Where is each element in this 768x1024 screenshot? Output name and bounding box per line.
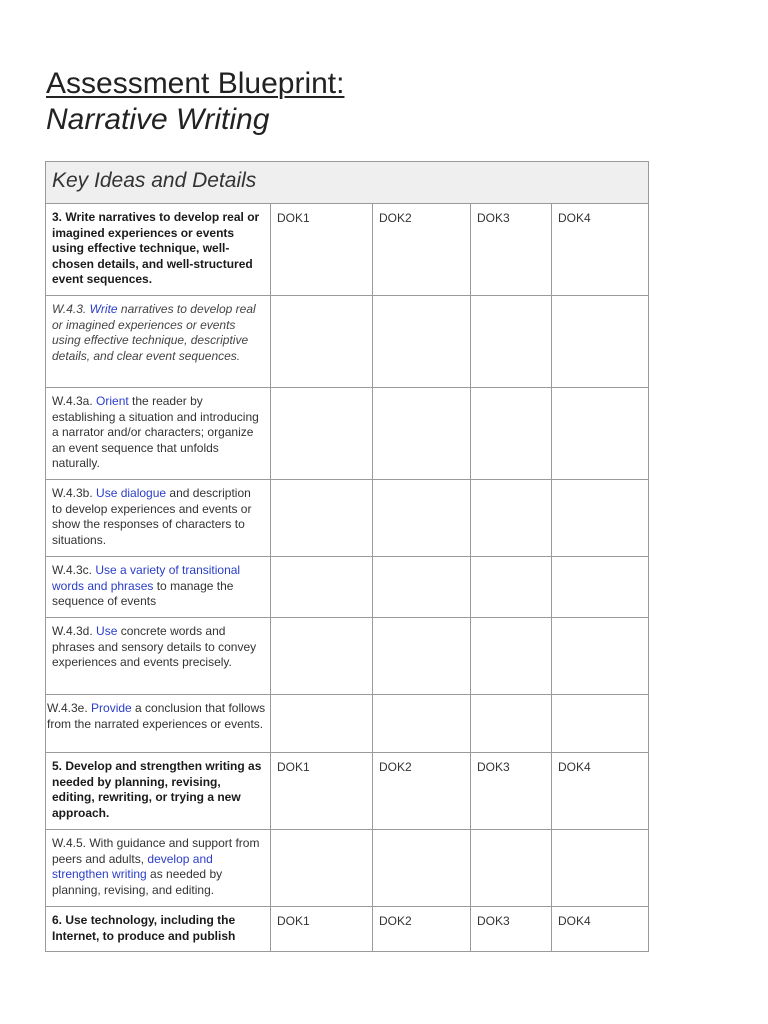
description: and description to develop experiences and events or show the responses of characters to situations. <box>52 486 252 547</box>
keyword-link[interactable]: develop and strengthen writing <box>52 851 213 882</box>
dok3-cell: DOK3 <box>471 907 552 952</box>
dok4-cell: DOK4 <box>552 753 649 830</box>
dok1-cell: DOK1 <box>271 907 373 952</box>
empty-cell <box>552 695 649 753</box>
description: a conclusion that follows from the narrated experiences or events. <box>47 701 266 731</box>
standard-6-text: 6. Use technology, including the Internet, to produce and publish <box>46 907 271 952</box>
description: concrete words and phrases and sensory details to convey experiences and events precisely. <box>52 624 257 670</box>
section-header-row <box>46 162 649 204</box>
code: W.4.5. With guidance and support from peers and adults, <box>52 836 260 866</box>
empty-cell <box>271 618 373 695</box>
dok4-cell: DOK4 <box>552 204 649 296</box>
empty-cell <box>552 480 649 557</box>
empty-cell <box>471 388 552 480</box>
standard-w45-text <box>46 830 271 907</box>
code: W.4.3b. <box>52 486 97 500</box>
title-line-2: Narrative Writing <box>46 103 270 136</box>
description: narratives to develop real or imagined experiences or events using effective technique, descriptive details, and clear event sequences. <box>52 302 256 363</box>
empty-cell <box>373 618 471 695</box>
dok4-cell: DOK4 <box>552 907 649 952</box>
section-title: Key Ideas and Details <box>52 169 257 193</box>
blueprint-table <box>45 161 649 952</box>
empty-cell <box>373 830 471 907</box>
standard-w43c-text <box>46 557 271 618</box>
keyword-link[interactable]: Use dialogue <box>96 486 167 500</box>
code: W.4.3d. <box>52 624 97 638</box>
keyword-link[interactable]: Provide <box>91 701 132 715</box>
table-row <box>46 695 649 753</box>
description: as needed by planning, revising, and editing. <box>52 867 223 897</box>
section-header-cell <box>46 162 649 204</box>
empty-cell <box>373 388 471 480</box>
empty-cell <box>552 618 649 695</box>
title-line-1: Assessment Blueprint: <box>46 67 345 100</box>
keyword-link[interactable]: Orient <box>96 394 129 408</box>
code: W.4.3. <box>52 302 90 316</box>
dok3-cell: DOK3 <box>471 753 552 830</box>
dok2-cell: DOK2 <box>373 907 471 952</box>
keyword-link[interactable]: Use a variety of transitional words and phrases <box>52 563 241 593</box>
empty-cell <box>271 388 373 480</box>
empty-cell <box>271 695 373 753</box>
code: W.4.3e. <box>47 701 92 715</box>
empty-cell <box>552 296 649 388</box>
keyword-link[interactable]: Use <box>96 624 118 638</box>
empty-cell <box>471 557 552 618</box>
empty-cell <box>552 830 649 907</box>
table-row <box>46 388 649 480</box>
standard-w43b-text <box>46 480 271 557</box>
table-row <box>46 907 649 952</box>
page-title <box>46 66 344 138</box>
table-row <box>46 296 649 388</box>
empty-cell <box>471 618 552 695</box>
table-row <box>46 557 649 618</box>
dok2-cell: DOK2 <box>373 204 471 296</box>
table-row <box>46 830 649 907</box>
standard-3-text: 3. Write narratives to develop real or imagined experiences or events using effective technique, well-chosen details, and well-structured event sequences. <box>46 204 271 296</box>
code: W.4.3a. <box>52 394 97 408</box>
empty-cell <box>373 557 471 618</box>
description: the reader by establishing a situation and introducing a narrator and/or characters; organize an event sequence that unfolds naturally. <box>52 394 259 471</box>
table-row <box>46 753 649 830</box>
code: W.4.3c. <box>52 563 96 577</box>
table-row <box>46 480 649 557</box>
empty-cell <box>552 388 649 480</box>
keyword-link[interactable]: Write <box>89 302 118 316</box>
empty-cell <box>271 480 373 557</box>
empty-cell <box>373 695 471 753</box>
standard-w43a-text <box>46 388 271 480</box>
table-row <box>46 618 649 695</box>
table-row <box>46 204 649 296</box>
standard-w43-text <box>46 296 271 388</box>
empty-cell <box>471 480 552 557</box>
empty-cell <box>271 830 373 907</box>
dok1-cell: DOK1 <box>271 753 373 830</box>
empty-cell <box>471 296 552 388</box>
dok1-cell: DOK1 <box>271 204 373 296</box>
empty-cell <box>552 557 649 618</box>
empty-cell <box>271 557 373 618</box>
empty-cell <box>373 480 471 557</box>
description: to manage the sequence of events <box>52 578 234 609</box>
empty-cell <box>471 830 552 907</box>
empty-cell <box>471 695 552 753</box>
dok2-cell: DOK2 <box>373 753 471 830</box>
standard-w43d-text <box>46 618 271 695</box>
standard-5-text: 5. Develop and strengthen writing as needed by planning, revising, editing, rewriting, or trying a new approach. <box>46 753 271 830</box>
standard-w43e-text <box>46 695 271 753</box>
empty-cell <box>373 296 471 388</box>
dok3-cell: DOK3 <box>471 204 552 296</box>
empty-cell <box>271 296 373 388</box>
